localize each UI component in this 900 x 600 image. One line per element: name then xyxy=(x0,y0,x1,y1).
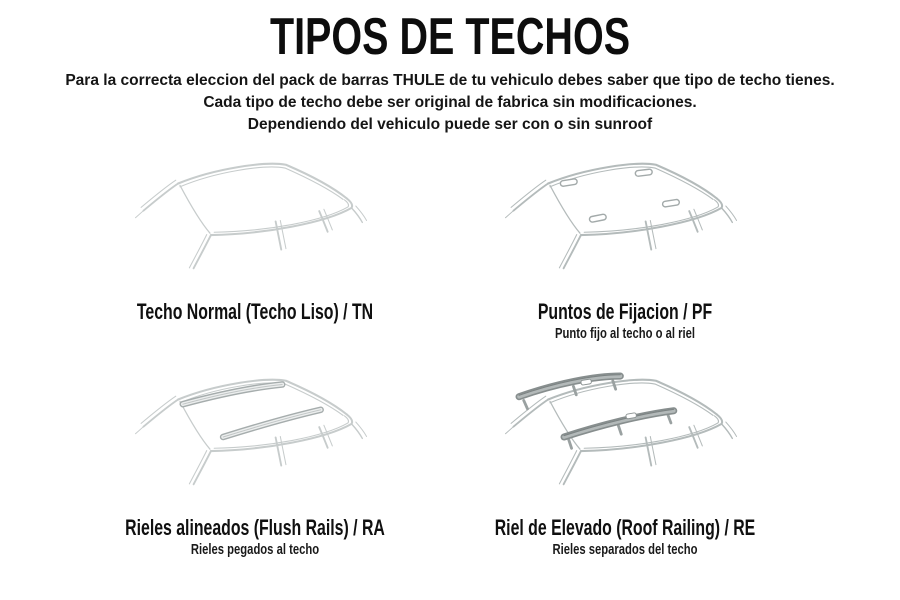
roof-type-sublabel-re: Rieles separados del techo xyxy=(552,541,698,558)
roof-type-label-tn: Techo Normal (Techo Liso) / TN xyxy=(136,299,374,324)
flush-rails-roof-illustration xyxy=(100,362,410,512)
normal-roof-illustration xyxy=(100,146,410,296)
roof-type-card-ra xyxy=(55,362,455,558)
intro-line-3: Dependiendo del vehiculo puede ser con o sin sunroof xyxy=(247,116,653,133)
fixpoint-roof-illustration xyxy=(470,146,780,296)
roof-type-label-ra: Rieles alineados (Flush Rails) / RA xyxy=(125,515,385,540)
roof-type-card-re xyxy=(425,362,825,558)
roof-type-sublabel-ra: Rieles pegados al techo xyxy=(190,541,320,558)
roof-type-card-tn xyxy=(55,146,455,325)
intro-line-2: Cada tipo de techo debe ser original de fabrica sin modificaciones. xyxy=(203,94,697,111)
page-title: TIPOS DE TECHOS xyxy=(269,8,631,66)
flush-rails xyxy=(183,385,321,438)
roof-type-label-pf: Puntos de Fijacion / PF xyxy=(537,299,713,324)
roof-type-label-re: Riel de Elevado (Roof Railing) / RE xyxy=(494,515,756,540)
roof-type-sublabel-pf: Punto fijo al techo o al riel xyxy=(554,325,696,342)
intro-text xyxy=(0,70,900,136)
intro-line-1: Para la correcta eleccion del pack de barras THULE de tu vehiculo debes saber que tipo de techo tienes. xyxy=(65,72,835,89)
raised-rails-roof-illustration xyxy=(470,362,780,512)
roof-type-card-pf xyxy=(425,146,825,342)
